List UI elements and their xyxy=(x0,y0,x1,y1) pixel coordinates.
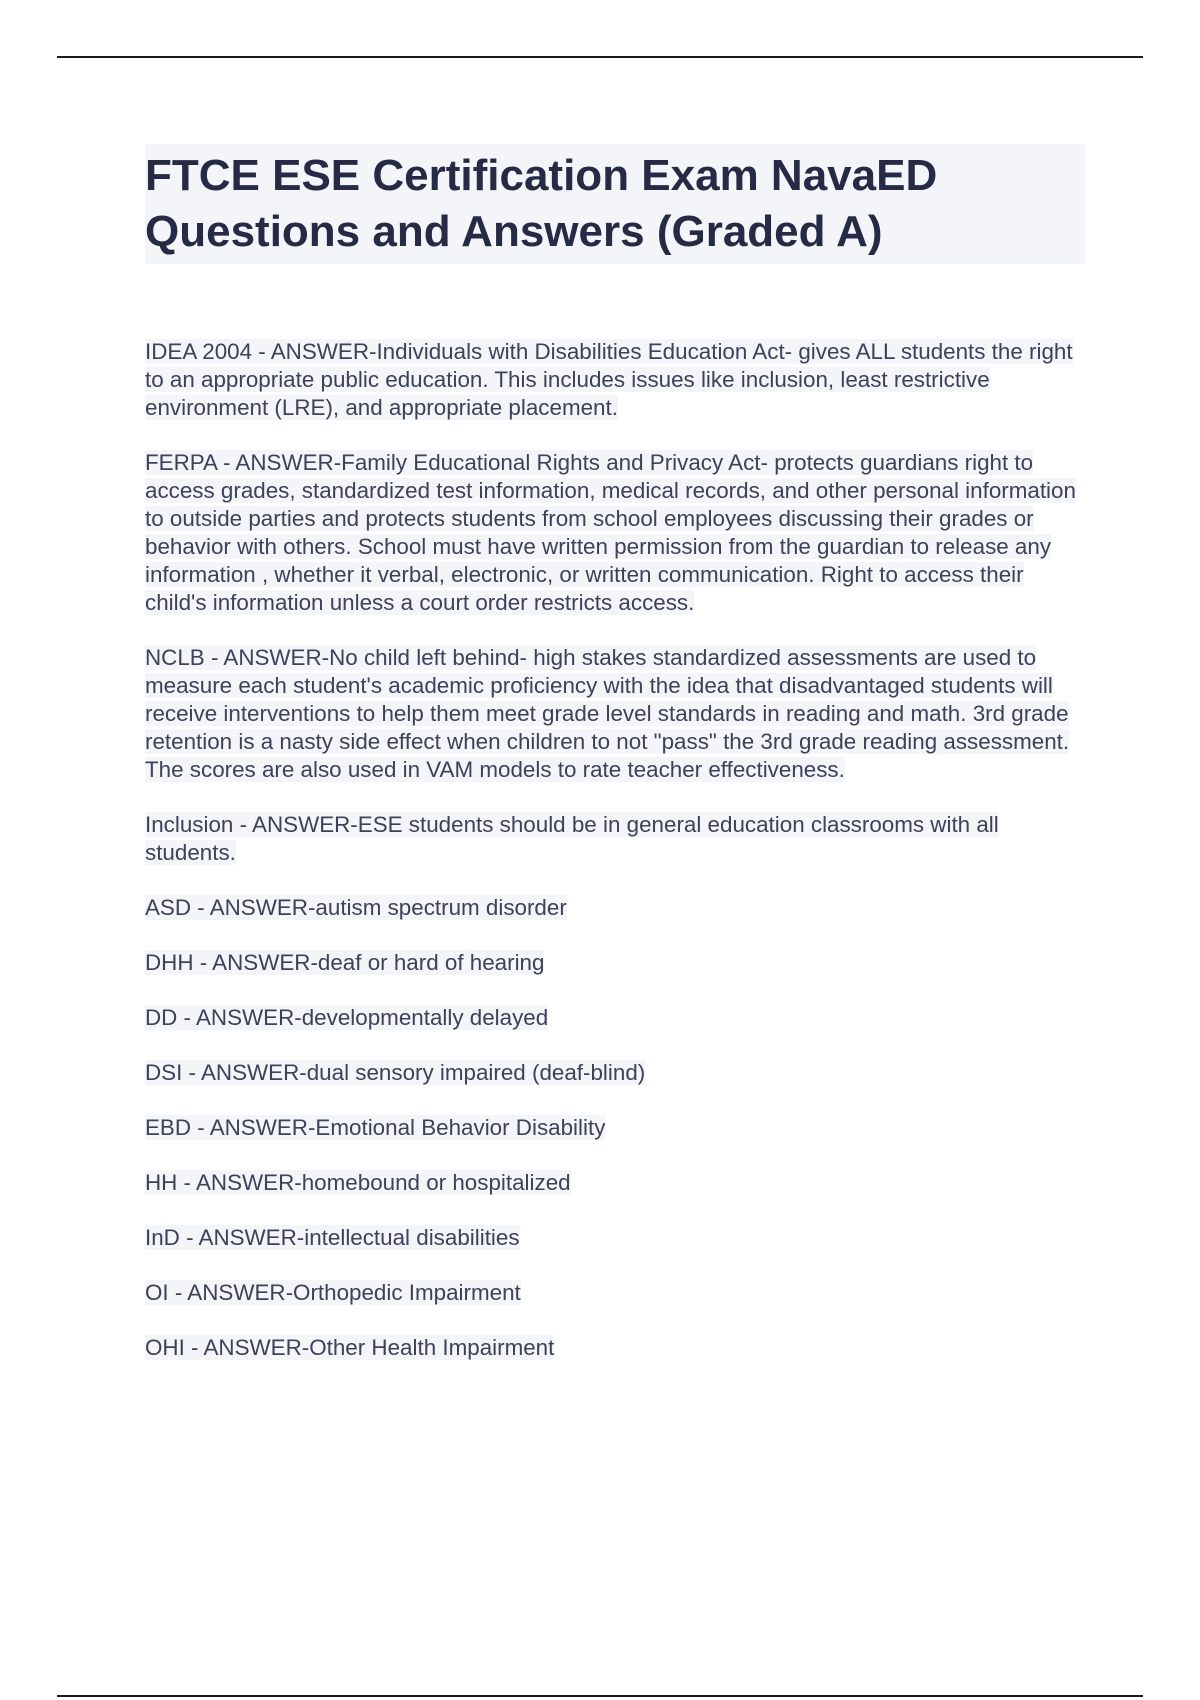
qa-entry-ind xyxy=(145,1224,1085,1252)
qa-entry-dsi xyxy=(145,1059,1085,1087)
qa-entry-text: ASD - ANSWER-autism spectrum disorder xyxy=(145,895,567,920)
document-title: FTCE ESE Certification Exam NavaED Questions and Answers (Graded A) xyxy=(145,144,1085,264)
qa-entry-text: HH - ANSWER-homebound or hospitalized xyxy=(145,1170,571,1195)
qa-entry-ebd xyxy=(145,1114,1085,1142)
qa-entry-idea xyxy=(145,338,1085,422)
qa-entry-ferpa xyxy=(145,449,1085,617)
qa-entry-text: NCLB - ANSWER-No child left behind- high stakes standardized assessments are used to measure each student's academic proficiency with the idea that disadvantaged students will receive interventions to help them meet grade level standards in reading and math. 3rd grade retention is a nasty side effect when children to not "pass" the 3rd grade reading assessment. The scores are also used in VAM models to rate teacher effectiveness. xyxy=(145,645,1070,782)
top-rule xyxy=(57,56,1143,58)
qa-entry-text: IDEA 2004 - ANSWER-Individuals with Disabilities Education Act- gives ALL students the right to an appropriate public education. This includes issues like inclusion, least restrictive environment (LRE), and appropriate placement. xyxy=(145,339,1073,420)
bottom-rule xyxy=(57,1695,1143,1697)
qa-entry-asd xyxy=(145,894,1085,922)
qa-entry-text: Inclusion - ANSWER-ESE students should be in general education classrooms with all students. xyxy=(145,812,999,865)
qa-entry-text: EBD - ANSWER-Emotional Behavior Disability xyxy=(145,1115,606,1140)
qa-entry-text: DD - ANSWER-developmentally delayed xyxy=(145,1005,549,1030)
qa-entry-ohi xyxy=(145,1334,1085,1362)
qa-list xyxy=(145,338,1085,1389)
qa-entry-text: DHH - ANSWER-deaf or hard of hearing xyxy=(145,950,545,975)
qa-entry-text: InD - ANSWER-intellectual disabilities xyxy=(145,1225,520,1250)
qa-entry-text: OI - ANSWER-Orthopedic Impairment xyxy=(145,1280,521,1305)
qa-entry-text: OHI - ANSWER-Other Health Impairment xyxy=(145,1335,555,1360)
qa-entry-oi xyxy=(145,1279,1085,1307)
qa-entry-dd xyxy=(145,1004,1085,1032)
qa-entry-dhh xyxy=(145,949,1085,977)
qa-entry-text: FERPA - ANSWER-Family Educational Rights and Privacy Act- protects guardians right to access grades, standardized test information, medical records, and other personal information to outside parties and protects students from school employees discussing their grades or behavior with others. School must have written permission from the guardian to release any information , whether it verbal, electronic, or written communication. Right to access their child's information unless a court order restricts access. xyxy=(145,450,1076,615)
qa-entry-text: DSI - ANSWER-dual sensory impaired (deaf-blind) xyxy=(145,1060,646,1085)
qa-entry-inclusion xyxy=(145,811,1085,867)
qa-entry-nclb xyxy=(145,644,1085,784)
qa-entry-hh xyxy=(145,1169,1085,1197)
